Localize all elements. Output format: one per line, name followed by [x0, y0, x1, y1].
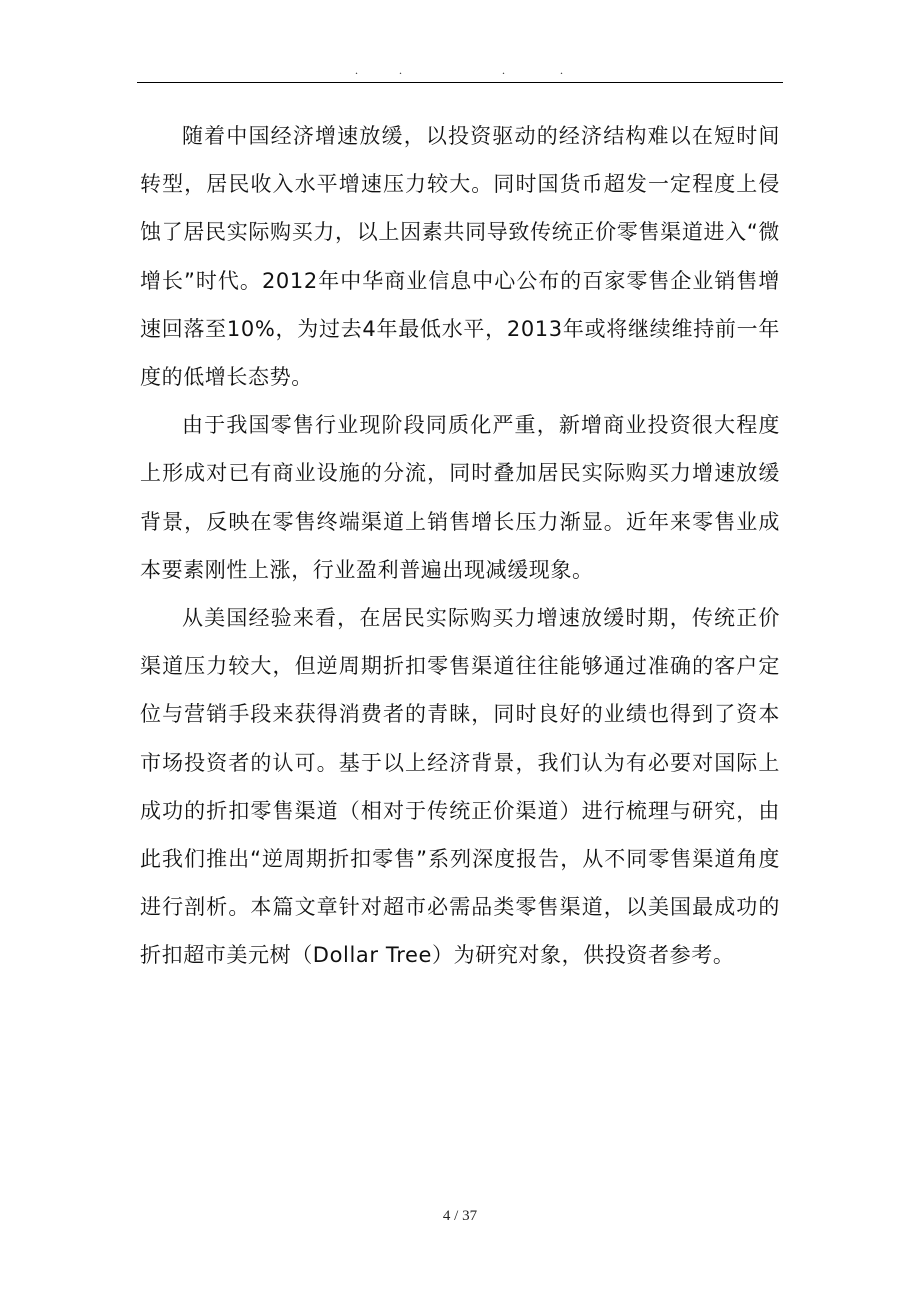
paragraph-retail-homogenization: 由于我国零售行业现阶段同质化严重，新增商业投资很大程度上形成对已有商业设施的分流，同时叠加居民实际购买力增速放缓背景，反映在零售终端渠道上销售增长压力渐显。近年来零售业成本要素刚性上涨，行业盈利普遍出现减缓现象。 — [140, 413, 780, 582]
header-dot: . — [502, 63, 505, 77]
paragraph-us-experience: 从美国经验来看，在居民实际购买力增速放缓时期，传统正价渠道压力较大，但逆周期折扣零售渠道往往能够通过准确的客户定位与营销手段来获得消费者的青睐，同时良好的业绩也得到了资本市场投资者的认可。基于以上经济背景，我们认为有必要对国际上成功的折扣零售渠道（相对于传统正价渠道）进行梳理与研究，由此我们推出“逆周期折扣零售”系列深度报告，从不同零售渠道角度进行剖析。本篇文章针对超市必需品类零售渠道，以美国最成功的折扣超市美元树（Dollar Tree）为研究对象，供投资者参考。 — [140, 606, 780, 968]
page-header — [137, 62, 783, 82]
header-dot: . — [399, 63, 402, 77]
header-dot: . — [560, 63, 563, 77]
header-dot: . — [355, 63, 358, 77]
page-number: 4 / 37 — [442, 1208, 478, 1224]
paragraph-economic-slowdown: 随着中国经济增速放缓，以投资驱动的经济结构难以在短时间转型，居民收入水平增速压力较大。同时国货币超发一定程度上侵蚀了居民实际购买力，以上因素共同导致传统正价零售渠道进入“微增长”时代。2012年中华商业信息中心公布的百家零售企业销售增速回落至10%，为过去4年最低水平，2013年或将继续维持前一年度的低增长态势。 — [140, 124, 780, 390]
header-rule — [137, 82, 783, 83]
document-body — [140, 112, 780, 980]
